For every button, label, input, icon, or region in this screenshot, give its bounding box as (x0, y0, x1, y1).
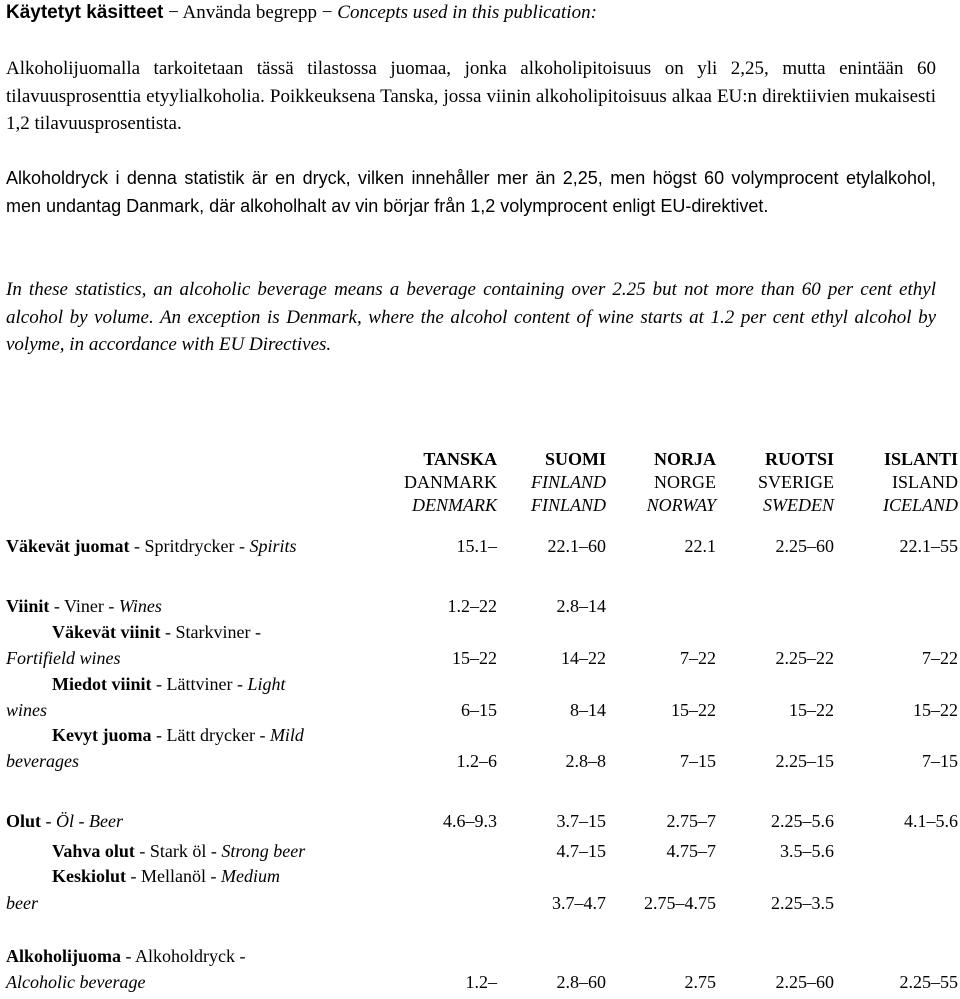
cell-sweden: 2.25–60 (775, 536, 834, 556)
cell-finland: 2.8–60 (556, 972, 606, 992)
column-header-norway (647, 448, 716, 517)
label-sv: Mellanöl (141, 866, 207, 886)
cell-norway: 7–15 (680, 751, 716, 771)
label-sv: Alkoholdryck (135, 946, 236, 966)
table-row-spirits (0, 536, 960, 562)
row-label-mild-beverages-en: beverages (6, 751, 79, 771)
cell-finland: 3.7–4.7 (552, 893, 606, 913)
column-header-iceland (883, 448, 958, 517)
cell-denmark: 1.2–22 (447, 596, 497, 616)
label-sep: - (235, 946, 246, 966)
cell-finland: 2.8–14 (556, 596, 606, 616)
column-header-fi: RUOTSI (764, 449, 834, 469)
label-sep: - (160, 622, 176, 642)
label-fi: Keskiolut (52, 866, 127, 886)
label-sv: Lättviner (166, 674, 233, 694)
column-header-en: ICELAND (882, 495, 958, 515)
cell-norway: 22.1 (684, 536, 716, 556)
label-en: Wines (118, 596, 162, 616)
row-label-medium-beer-en: beer (6, 893, 38, 913)
paragraph-en: In these statistics, an alcoholic beverage means a beverage containing over 2.25 but not more than 60 per cent ethyl alcohol by volume. An exception is Denmark, where the alcohol content of wine starts at 1.2 per cent ethyl alcohol by volyme, in accordance with EU Directives. (6, 279, 936, 355)
label-fi: Väkevät viinit (52, 622, 161, 642)
row-label-light-wines-en: wines (6, 700, 48, 720)
label-sv: Spritdrycker (144, 536, 235, 556)
cell-norway: 2.75 (684, 972, 716, 992)
label-sv: Stark öl (149, 841, 207, 861)
label-sv: Lätt drycker (166, 725, 255, 745)
label-sep: - (103, 596, 119, 616)
title-dash-2: − (317, 2, 338, 23)
label-sep: - (234, 536, 250, 556)
cell-denmark: 6–15 (461, 700, 497, 720)
table-row-mild-beverages (0, 751, 960, 777)
label-fi: Miedot viinit (52, 674, 152, 694)
label-sep: - (151, 725, 167, 745)
cell-sweden: 3.5–5.6 (780, 841, 834, 861)
column-header-en: NORWAY (646, 495, 716, 515)
label-en: Beer (89, 811, 123, 831)
label-sep: - (206, 866, 222, 886)
cell-finland: 8–14 (570, 700, 606, 720)
cell-iceland: 2.25–55 (899, 972, 958, 992)
paragraph-sv: Alkoholdryck i denna statistik är en dryck, vilken innehåller mer än 2,25, men högst 60 volymprocent etylalkohol, men undantag Danmark, där alkoholhalt av vin börjar från 1,2 volymprocent enligt EU-direktivet. (6, 168, 936, 216)
title-dash-1: − (163, 2, 183, 23)
cell-finland: 3.7–15 (556, 811, 606, 831)
row-label-light-wines (52, 674, 286, 695)
title-fi: Käytetyt käsitteet (6, 2, 164, 23)
label-sv: Öl (56, 811, 75, 831)
row-label-fortified-wines (52, 622, 261, 643)
table-row-alcoholic-beverage (0, 972, 960, 998)
label-en: Medium (221, 866, 280, 886)
label-sep: - (134, 841, 150, 861)
table-row-beer (0, 811, 960, 837)
row-label-alcoholic-beverage-en: Alcoholic beverage (6, 972, 146, 992)
cell-denmark: 4.6–9.3 (443, 811, 497, 831)
row-label-medium-beer (52, 866, 280, 887)
label-fi: Viinit (6, 596, 50, 616)
cell-iceland: 7–22 (922, 648, 958, 668)
label-sep: - (126, 866, 142, 886)
table-row-light-wines (0, 700, 960, 726)
label-fi: Väkevät juomat (6, 536, 130, 556)
column-header-sweden (758, 448, 834, 517)
label-sep: - (254, 725, 270, 745)
title-en: Concepts used in this publication: (337, 2, 597, 23)
column-header-sv: SVERIGE (758, 472, 834, 492)
cell-denmark: 1.2– (465, 972, 497, 992)
column-header-fi: SUOMI (544, 449, 606, 469)
cell-norway: 2.75–7 (666, 811, 716, 831)
cell-sweden: 2.25–15 (775, 751, 834, 771)
label-sv: Viner (64, 596, 104, 616)
label-sep: - (232, 674, 248, 694)
cell-norway: 2.75–4.75 (644, 893, 716, 913)
label-en: Light (247, 674, 286, 694)
cell-finland: 2.8–8 (565, 751, 606, 771)
cell-finland: 4.7–15 (556, 841, 606, 861)
label-sep: - (206, 841, 222, 861)
cell-finland: 14–22 (561, 648, 606, 668)
column-header-fi: NORJA (654, 449, 716, 469)
column-header-sv: ISLAND (892, 472, 958, 492)
label-sep: - (49, 596, 65, 616)
label-sep: - (250, 622, 261, 642)
table-row-strong-beer (0, 841, 960, 867)
cell-sweden: 2.25–22 (775, 648, 834, 668)
column-header-fi: ISLANTI (883, 449, 958, 469)
label-sv: Starkviner (175, 622, 251, 642)
label-sep: - (41, 811, 57, 831)
table-row-wines (0, 596, 960, 622)
table-row-medium-beer (0, 893, 960, 919)
cell-iceland: 7–15 (922, 751, 958, 771)
row-label-mild-beverages (52, 725, 304, 746)
label-en: Spirits (249, 536, 297, 556)
label-sep: - (121, 946, 136, 966)
cell-sweden: 15–22 (789, 700, 834, 720)
label-sep: - (74, 811, 90, 831)
cell-denmark: 15.1– (456, 536, 497, 556)
column-header-denmark (404, 448, 497, 517)
cell-norway: 4.75–7 (666, 841, 716, 861)
column-header-sv: FINLAND (530, 472, 606, 492)
cell-norway: 15–22 (671, 700, 716, 720)
column-header-en: FINLAND (530, 495, 606, 515)
label-sep: - (129, 536, 145, 556)
row-label-alcoholic-beverage (6, 946, 246, 967)
cell-denmark: 1.2–6 (456, 751, 497, 771)
column-header-en: DENMARK (412, 495, 497, 515)
cell-denmark: 15–22 (452, 648, 497, 668)
label-fi: Vahva olut (52, 841, 135, 861)
row-label-fortified-wines-en: Fortifield wines (6, 648, 121, 668)
cell-finland: 22.1–60 (547, 536, 606, 556)
column-header-sv: DANMARK (403, 472, 497, 492)
column-header-en: SWEDEN (763, 495, 834, 515)
title-sv: Använda begrepp (182, 2, 318, 23)
cell-iceland: 15–22 (913, 700, 958, 720)
label-en: Mild (269, 725, 304, 745)
cell-iceland: 4.1–5.6 (904, 811, 958, 831)
column-header-sv: NORGE (654, 472, 716, 492)
label-fi: Olut (6, 811, 42, 831)
cell-iceland: 22.1–55 (899, 536, 958, 556)
column-header-finland (531, 448, 606, 517)
table-row-fortified-wines (0, 648, 960, 674)
label-fi: Kevyt juoma (52, 725, 152, 745)
label-sep: - (151, 674, 167, 694)
cell-norway: 7–22 (680, 648, 716, 668)
page-title (6, 2, 597, 24)
label-en: Strong beer (221, 841, 306, 861)
cell-sweden: 2.25–5.6 (771, 811, 834, 831)
paragraph-fi: Alkoholijuomalla tarkoitetaan tässä tilastossa juomaa, jonka alkoholipitoisuus on yli 2,25, mutta enintään 60 tilavuusprosenttia etyylialkoholia. Poikkeuksena Tanska, jossa viinin alkoholipitoisuus alkaa EU:n direktiivien mukaisesti 1,2 tilavuusprosentista. (6, 58, 936, 134)
label-fi: Alkoholijuoma (6, 946, 122, 966)
column-header-fi: TANSKA (423, 449, 497, 469)
cell-sweden: 2.25–3.5 (771, 893, 834, 913)
cell-sweden: 2.25–60 (775, 972, 834, 992)
